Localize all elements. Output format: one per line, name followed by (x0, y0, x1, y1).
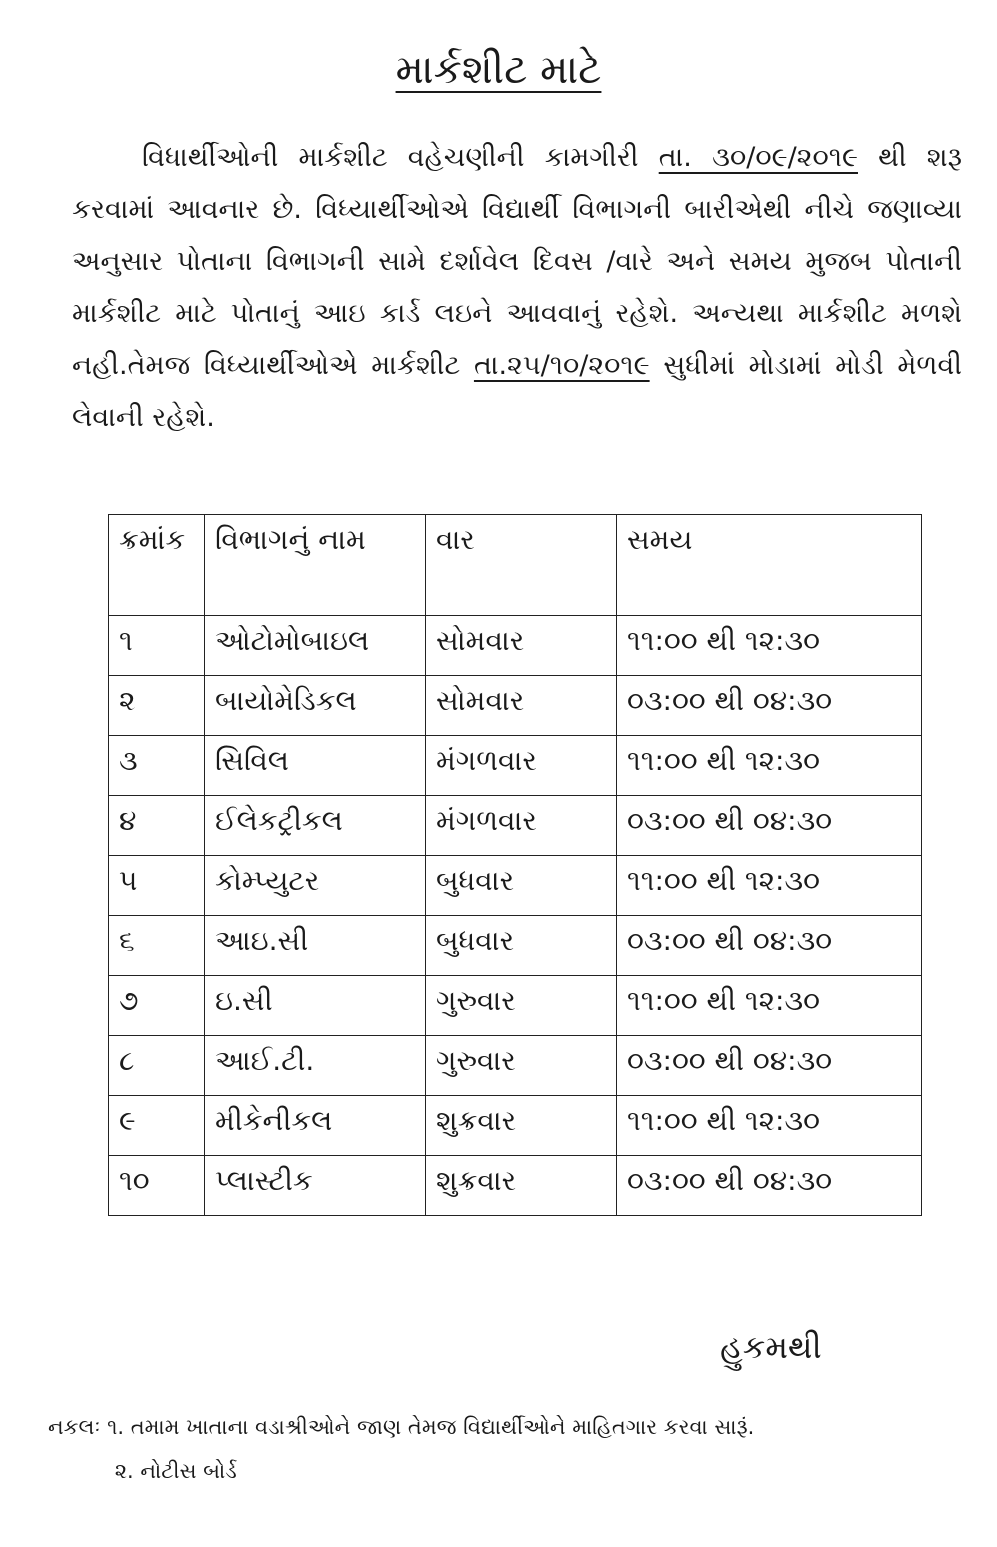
table-row (109, 1156, 922, 1216)
cell-serial: ૭ (109, 976, 205, 1036)
table-row (109, 1096, 922, 1156)
cell-serial: ૧ (109, 616, 205, 676)
cell-department: મીકેનીકલ (205, 1096, 426, 1156)
copies-row-1 (48, 1405, 754, 1449)
paragraph-text-2: થી શરૂ કરવામાં આવનાર છે. વિધ્યાર્થીઓએ વિદ્યાર્થી વિભાગની બારીએથી નીચે જણાવ્યા અનુસાર પોતાના વિભાગની સામે દર્શાવેલ દિવસ /વારે અને સમય મુજબ પોતાની માર્કશીટ માટે પોતાનું આઇ કાર્ડ લઇને આવવાનું રહેશે. અન્યથા માર્કશીટ મળશે નહી.તેમજ વિધ્યાર્થીઓએ માર્કશીટ (72, 142, 962, 381)
start-date: તા. ૩૦/૦૯/૨૦૧૯ (658, 142, 858, 173)
cell-department: ઇ.સી (205, 976, 426, 1036)
cell-department: કોમ્પ્યુટર (205, 856, 426, 916)
signature-line: હુકમથી (720, 1328, 822, 1366)
cell-time: ૧૧:૦૦ થી ૧૨:૩૦ (617, 616, 922, 676)
cell-day: મંગળવાર (426, 736, 617, 796)
cell-day: શુક્રવાર (426, 1156, 617, 1216)
cell-serial: ૨ (109, 676, 205, 736)
header-day: વાર (426, 515, 617, 616)
cell-time: ૧૧:૦૦ થી ૧૨:૩૦ (617, 856, 922, 916)
cell-serial: ૫ (109, 856, 205, 916)
cell-time: ૦૩:૦૦ થી ૦૪:૩૦ (617, 796, 922, 856)
cell-department: ઓટોમોબાઇલ (205, 616, 426, 676)
table-row (109, 796, 922, 856)
cell-serial: ૬ (109, 916, 205, 976)
cell-time: ૦૩:૦૦ થી ૦૪:૩૦ (617, 1156, 922, 1216)
header-department: વિભાગનું નામ (205, 515, 426, 616)
cell-day: બુધવાર (426, 916, 617, 976)
cell-time: ૧૧:૦૦ થી ૧૨:૩૦ (617, 976, 922, 1036)
table-row (109, 916, 922, 976)
cell-time: ૦૩:૦૦ થી ૦૪:૩૦ (617, 1036, 922, 1096)
cell-day: શુક્રવાર (426, 1096, 617, 1156)
copies-item-1: ૧. તમામ ખાતાના વડાશ્રીઓને જાણ તેમજ વિદ્યાર્થીઓને માહિતગાર કરવા સારૂં. (107, 1415, 755, 1439)
copies-row-2 (48, 1449, 754, 1493)
paragraph-text-3: સુધીમાં મોડામાં મોડી મેળવી લેવાની રહેશે. (72, 350, 962, 433)
header-serial: ક્રમાંક (109, 515, 205, 616)
cell-department: આઇ.સી (205, 916, 426, 976)
copies-section (48, 1405, 754, 1493)
cell-department: ઈલેકટ્રીકલ (205, 796, 426, 856)
copies-item-2: ૨. નોટીસ બોર્ડ (114, 1459, 237, 1483)
notice-title-text: માર્કશીટ માટે (395, 47, 602, 93)
cell-serial: ૪ (109, 796, 205, 856)
table-row (109, 1036, 922, 1096)
cell-department: પ્લાસ્ટીક (205, 1156, 426, 1216)
cell-day: સોમવાર (426, 676, 617, 736)
cell-day: ગુરુવાર (426, 1036, 617, 1096)
cell-day: બુધવાર (426, 856, 617, 916)
table-row (109, 976, 922, 1036)
cell-day: ગુરુવાર (426, 976, 617, 1036)
cell-time: ૧૧:૦૦ થી ૧૨:૩૦ (617, 1096, 922, 1156)
table-row (109, 736, 922, 796)
table-row (109, 856, 922, 916)
cell-time: ૦૩:૦૦ થી ૦૪:૩૦ (617, 676, 922, 736)
copies-label: નકલઃ (48, 1415, 101, 1439)
notice-paragraph (72, 132, 962, 444)
cell-serial: ૩ (109, 736, 205, 796)
cell-time: ૧૧:૦૦ થી ૧૨:૩૦ (617, 736, 922, 796)
paragraph-text-1: વિધાર્થીઓની માર્કશીટ વહેચણીની કામગીરી (142, 142, 659, 173)
cell-serial: ૮ (109, 1036, 205, 1096)
deadline-date: તા.૨૫/૧૦/૨૦૧૯ (473, 350, 650, 381)
cell-department: સિવિલ (205, 736, 426, 796)
cell-serial: ૯ (109, 1096, 205, 1156)
table-row (109, 676, 922, 736)
cell-day: મંગળવાર (426, 796, 617, 856)
cell-serial: ૧૦ (109, 1156, 205, 1216)
cell-department: આઈ.ટી. (205, 1036, 426, 1096)
table-header-row (109, 515, 922, 616)
schedule-table (108, 514, 922, 1216)
notice-title (0, 42, 997, 98)
cell-time: ૦૩:૦૦ થી ૦૪:૩૦ (617, 916, 922, 976)
cell-day: સોમવાર (426, 616, 617, 676)
table-row (109, 616, 922, 676)
cell-department: બાયોમેડિકલ (205, 676, 426, 736)
header-time: સમય (617, 515, 922, 616)
